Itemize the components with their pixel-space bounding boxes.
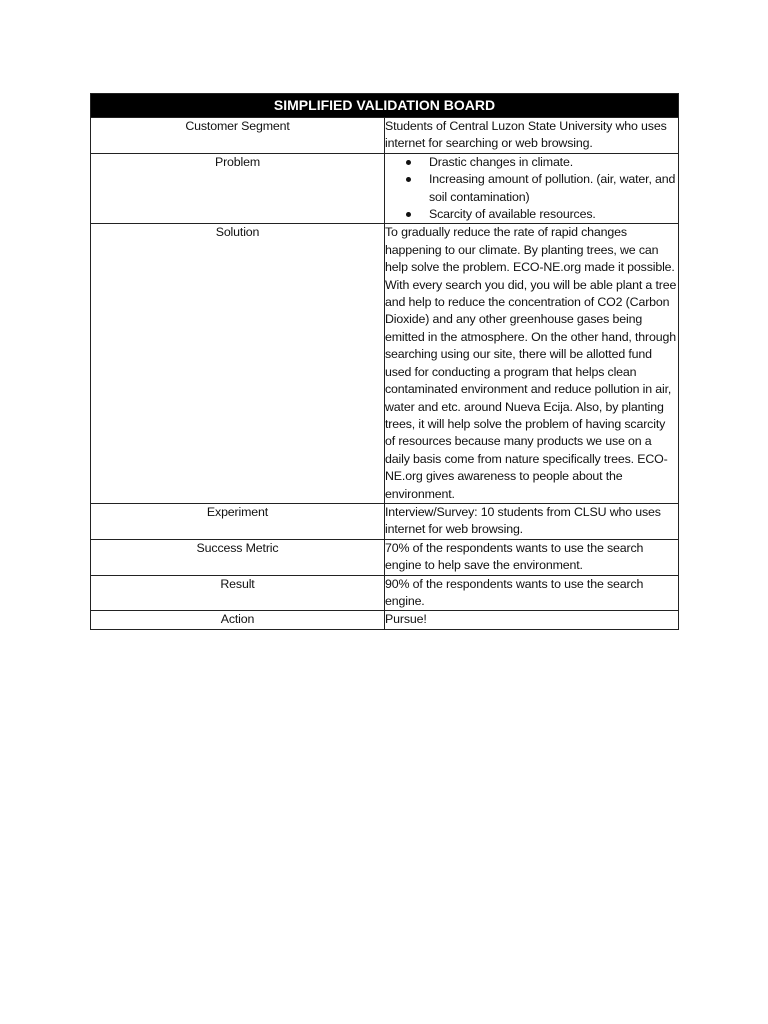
table-row-solution xyxy=(91,224,679,504)
row-value: Interview/Survey: 10 students from CLSU who uses internet for web browsing. xyxy=(385,503,679,539)
row-label: Solution xyxy=(91,224,385,504)
row-value: Students of Central Luzon State University who uses internet for searching or web browsing. xyxy=(385,118,679,154)
row-label: Action xyxy=(91,611,385,629)
row-value: 70% of the respondents wants to use the search engine to help save the environment. xyxy=(385,539,679,575)
list-item xyxy=(385,154,678,171)
row-value: Pursue! xyxy=(385,611,679,629)
row-value: 90% of the respondents wants to use the search engine. xyxy=(385,575,679,611)
list-item-text: Scarcity of available resources. xyxy=(429,207,596,222)
bullet-icon xyxy=(406,160,411,165)
table-title: SIMPLIFIED VALIDATION BOARD xyxy=(91,94,679,118)
row-label: Result xyxy=(91,575,385,611)
row-label: Success Metric xyxy=(91,539,385,575)
table-row-action xyxy=(91,611,679,629)
table-row-success-metric xyxy=(91,539,679,575)
table-row-customer-segment xyxy=(91,118,679,154)
list-item xyxy=(385,171,678,206)
list-item xyxy=(385,206,678,223)
table-row-experiment xyxy=(91,503,679,539)
row-label: Customer Segment xyxy=(91,118,385,154)
list-item-text: Increasing amount of pollution. (air, water, and soil contamination) xyxy=(429,172,676,204)
bullet-icon xyxy=(406,177,411,182)
table-row-problem xyxy=(91,153,679,224)
row-value xyxy=(385,153,679,224)
problem-bullet-list xyxy=(385,154,678,224)
row-value: To gradually reduce the rate of rapid changes happening to our climate. By planting trees, we can help solve the problem. ECO-NE.org made it possible. With every search you did, you will be able plant a tree and help to reduce the concentration of CO2 (Carbon Dioxide) and any other greenhouse gases being emitted in the atmosphere. On the other hand, through searching using our site, there will be allotted fund used for conducting a program that helps clean contaminated environment and reduce pollution in air, water and etc. around Nueva Ecija. Also, by planting trees, it will help solve the problem of having scarcity of resources because many products we use on a daily basis come from nature specifically trees. ECO-NE.org gives awareness to people about the environment. xyxy=(385,224,679,504)
row-label: Problem xyxy=(91,153,385,224)
list-item-text: Drastic changes in climate. xyxy=(429,154,574,169)
bullet-icon xyxy=(406,212,411,217)
table-row-result xyxy=(91,575,679,611)
table-title-row xyxy=(91,94,679,118)
validation-board-table xyxy=(90,93,679,630)
row-label: Experiment xyxy=(91,503,385,539)
